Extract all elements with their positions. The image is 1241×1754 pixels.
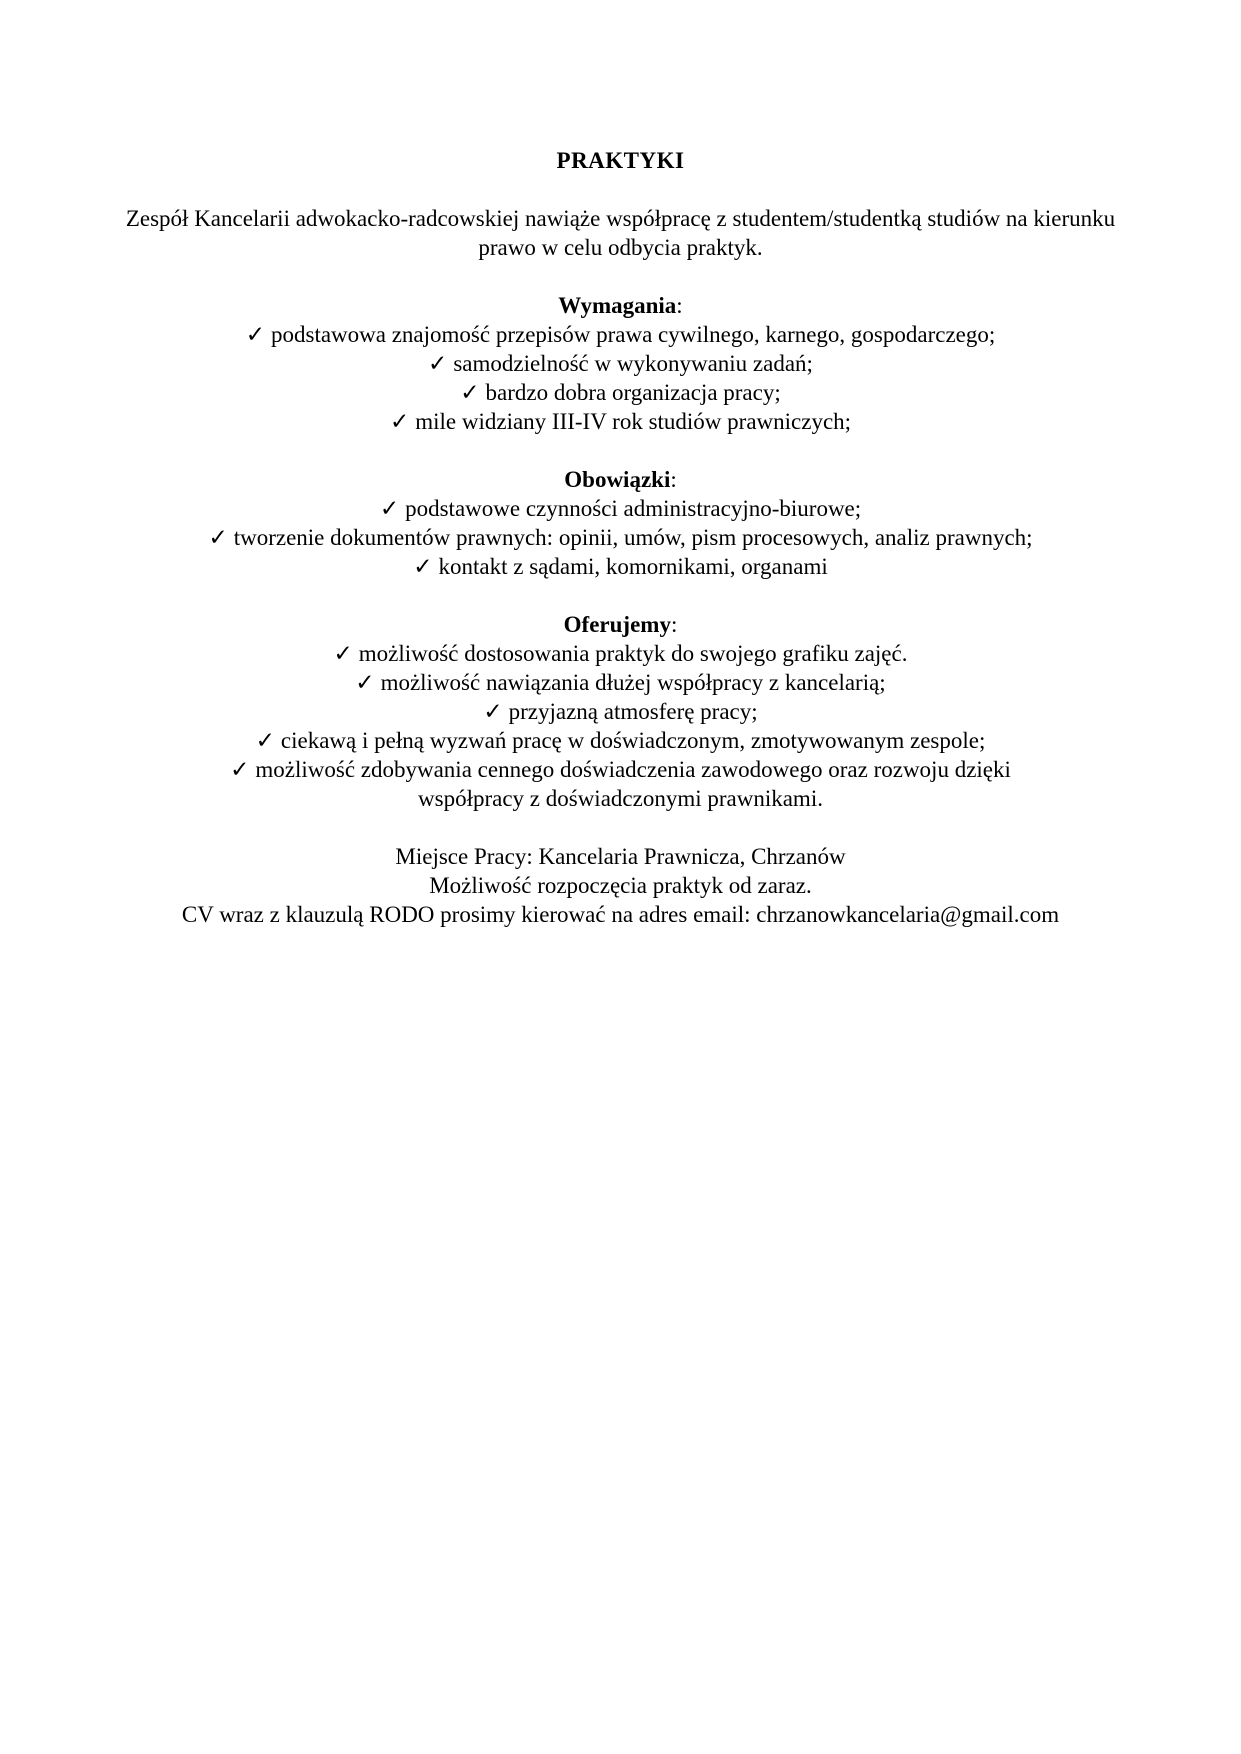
offer-item [110, 639, 1131, 668]
requirements-heading-line [110, 291, 1131, 320]
intro-paragraph: Zespół Kancelarii adwokacko-radcowskiej nawiąże współpracę z studentem/studentką studiów na kierunku prawo w celu odbycia praktyk. [125, 206, 1116, 260]
spacer [110, 813, 1131, 842]
check-icon: ✓ [355, 670, 375, 695]
check-icon: ✓ [245, 322, 265, 347]
requirement-item [110, 407, 1131, 436]
check-icon: ✓ [460, 380, 480, 405]
duty-item [110, 523, 1131, 552]
duty-item [110, 494, 1131, 523]
offer-item [110, 668, 1131, 697]
offer-text: możliwość zdobywania cennego doświadczenia zawodowego oraz rozwoju dzięki [255, 757, 1011, 782]
requirement-item [110, 320, 1131, 349]
spacer [110, 175, 1131, 204]
offer-item-continuation: współpracy z doświadczonymi prawnikami. [418, 786, 823, 811]
requirement-text: bardzo dobra organizacja pracy; [485, 380, 781, 405]
duty-text: podstawowe czynności administracyjno-biurowe; [405, 496, 862, 521]
heading-colon: : [676, 293, 683, 318]
duty-item [110, 552, 1131, 581]
requirement-item [110, 378, 1131, 407]
check-icon: ✓ [389, 409, 410, 434]
check-icon: ✓ [255, 728, 275, 753]
offer-text: ciekawą i pełną wyzwań pracę w doświadczonym, zmotywowanym zespole; [280, 728, 986, 753]
check-icon: ✓ [208, 525, 228, 550]
check-icon: ✓ [333, 641, 353, 666]
document-content [110, 146, 1131, 929]
contact-line: CV wraz z klauzulą RODO prosimy kierować na adres email: chrzanowkancelaria@gmail.com [181, 902, 1060, 927]
offer-text: możliwość nawiązania dłużej współpracy z kancelarią; [380, 670, 886, 695]
offer-text: możliwość dostosowania praktyk do swojego grafiku zajęć. [358, 641, 908, 666]
spacer [110, 436, 1131, 465]
page-title: PRAKTYKI [556, 148, 685, 173]
start-date-line: Możliwość rozpoczęcia praktyk od zaraz. [429, 873, 812, 898]
spacer [110, 581, 1131, 610]
duty-text: kontakt z sądami, komornikami, organami [438, 554, 828, 579]
check-icon: ✓ [413, 554, 433, 579]
spacer [110, 262, 1131, 291]
requirement-text: samodzielność w wykonywaniu zadań; [453, 351, 813, 376]
heading-colon: : [670, 467, 677, 492]
offer-item [110, 697, 1131, 726]
offer-heading-line [110, 610, 1131, 639]
check-icon: ✓ [483, 699, 503, 724]
duties-heading: Obowiązki [564, 467, 671, 492]
requirement-text: podstawowa znajomość przepisów prawa cywilnego, karnego, gospodarczego; [271, 322, 996, 347]
heading-colon: : [670, 612, 678, 637]
offer-item [110, 755, 1131, 784]
duty-text: tworzenie dokumentów prawnych: opinii, umów, pism procesowych, analiz prawnych; [233, 525, 1033, 550]
offer-item [110, 726, 1131, 755]
duties-heading-line [110, 465, 1131, 494]
offer-heading: Oferujemy [563, 612, 671, 637]
workplace-line: Miejsce Pracy: Kancelaria Prawnicza, Chrzanów [395, 844, 846, 869]
requirements-heading: Wymagania [558, 293, 677, 318]
offer-text: przyjazną atmosferę pracy; [508, 699, 758, 724]
check-icon: ✓ [230, 757, 250, 782]
requirement-text: mile widziany III-IV rok studiów prawniczych; [415, 409, 852, 434]
check-icon: ✓ [428, 351, 448, 376]
requirement-item [110, 349, 1131, 378]
check-icon: ✓ [379, 496, 400, 521]
